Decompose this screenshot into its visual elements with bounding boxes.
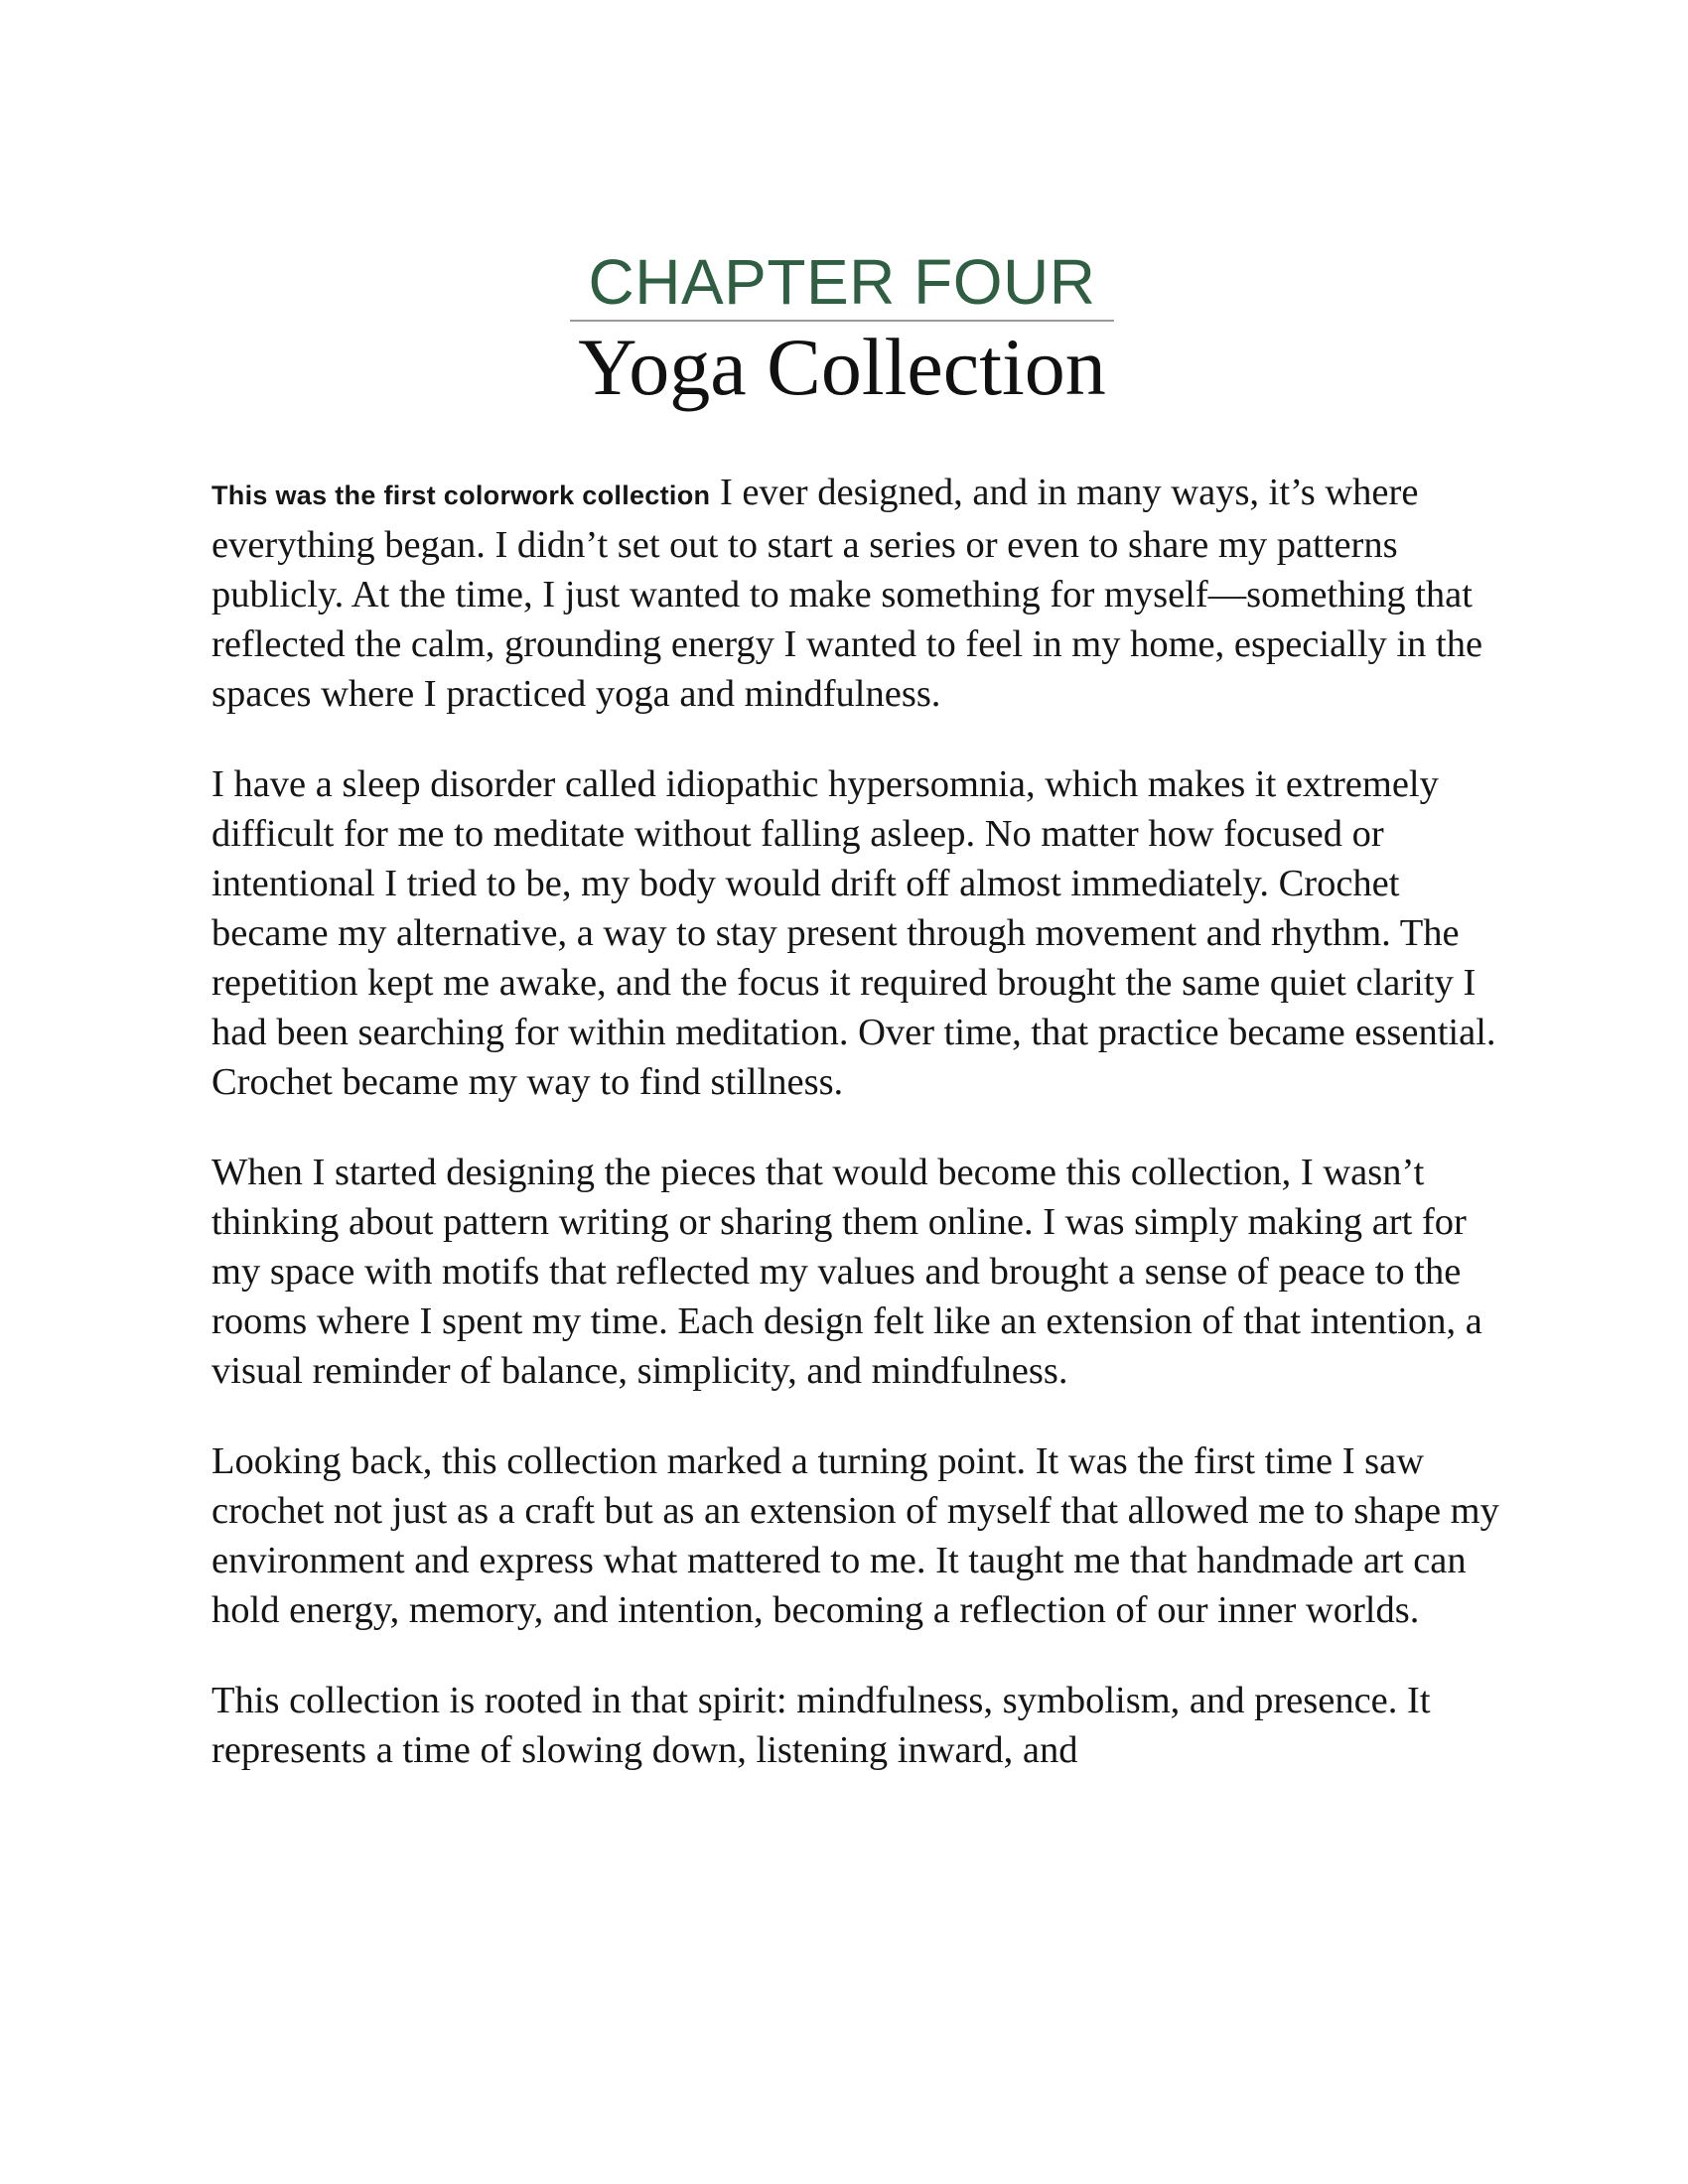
body-text <box>211 468 1502 1816</box>
paragraph <box>211 468 1502 719</box>
lead-in-text: This was the first colorwork collection <box>211 480 711 510</box>
chapter-label: CHAPTER FOUR <box>588 246 1096 318</box>
paragraph: I have a sleep disorder called idiopathic hypersomnia, which makes it extremely difficult for me to meditate without falling asleep. No matter how focused or intentional I tried to be, my body would drift off almost immediately. Crochet became my alternative, a way to stay present through movement and rhythm. The repetition kept me awake, and the focus it required brought the same quiet clarity I had been searching for within meditation. Over time, that practice became essential. Crochet became my way to find stillness. <box>211 763 1496 1103</box>
chapter-title: Yoga Collection <box>578 322 1106 412</box>
paragraph-text: I ever designed, and in many ways, it’s where everything began. I didn’t set out to start a series or even to share my patterns publicly. At the time, I just wanted to make something for myself—something that reflected the calm, grounding energy I wanted to feel in my home, especially in the spaces where I practiced yoga and mindfulness. <box>211 472 1483 715</box>
paragraph: This collection is rooted in that spirit: mindfulness, symbolism, and presence. It represents a time of slowing down, listening inward, and <box>211 1680 1431 1771</box>
chapter-header <box>570 246 1114 413</box>
paragraph: When I started designing the pieces that would become this collection, I wasn’t thinking about pattern writing or sharing them online. I was simply making art for my space with motifs that reflected my values and brought a sense of peace to the rooms where I spent my time. Each design felt like an extension of that intention, a visual reminder of balance, simplicity, and mindfulness. <box>211 1152 1482 1392</box>
paragraph: Looking back, this collection marked a turning point. It was the first time I saw crochet not just as a craft but as an extension of myself that allowed me to shape my environment and express what mattered to me. It taught me that handmade art can hold energy, memory, and intention, becoming a reflection of our inner worlds. <box>211 1440 1499 1631</box>
